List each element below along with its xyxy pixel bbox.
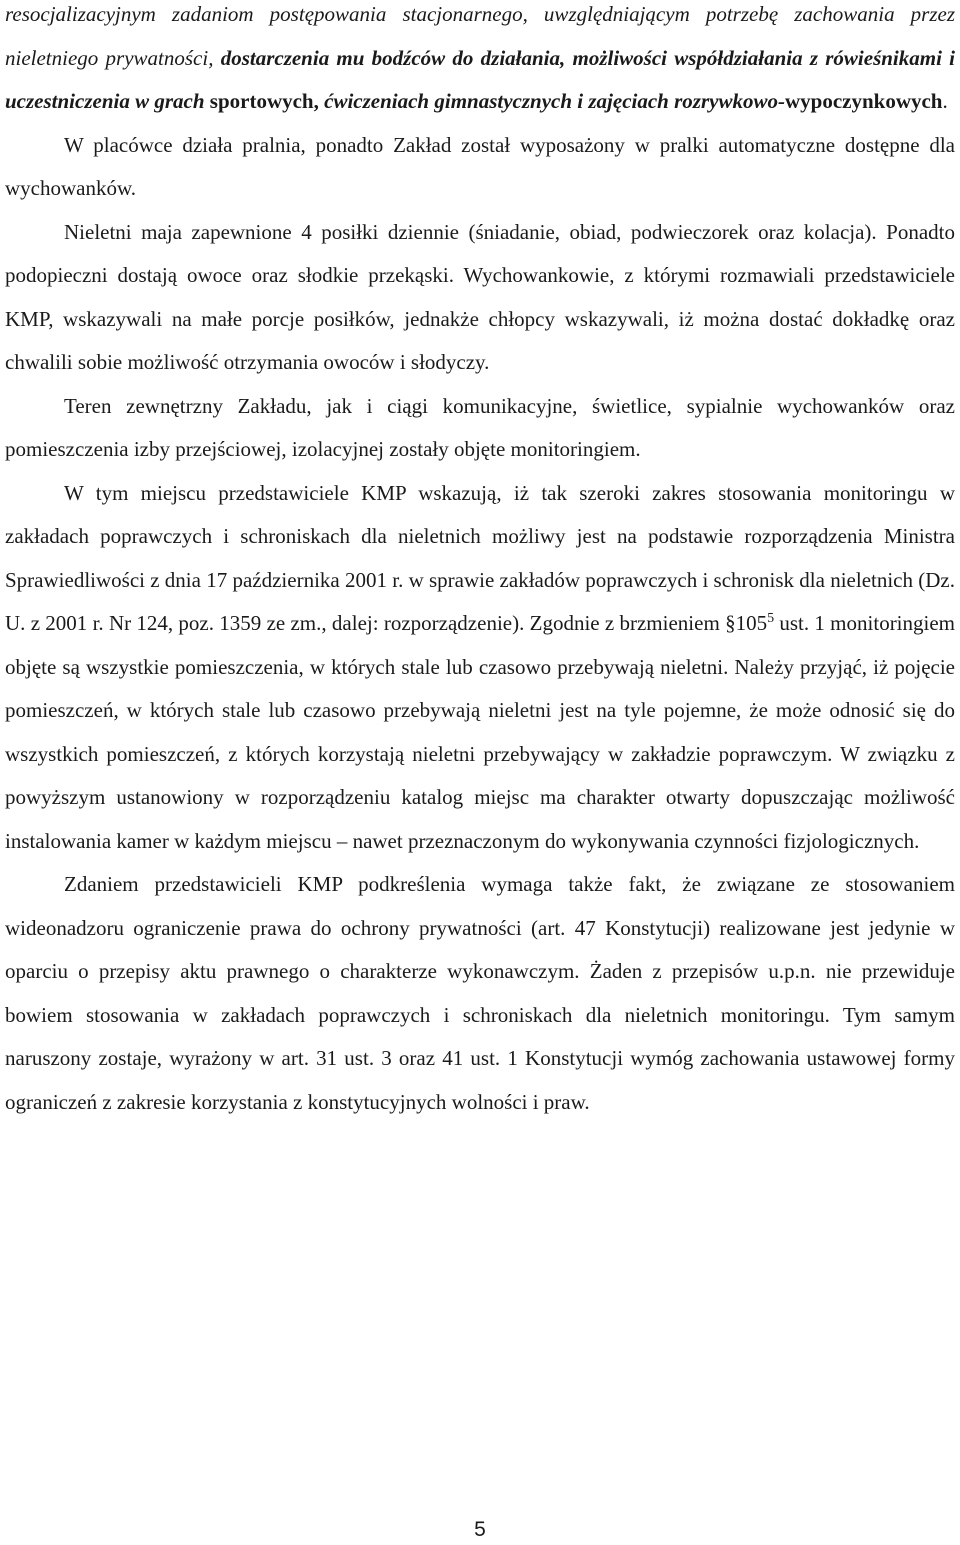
p1-bold-text-2: wypoczynkowych — [784, 89, 943, 113]
p1-bold-italic-text-3: rozrywkowo- — [674, 89, 785, 113]
document-page — [5, 0, 955, 1124]
p5-text-after: ust. 1 monitoringiem objęte są wszystkie pomieszczenia, w których stale lub czasowo przebywają nieletni. Należy przyjąć, iż pojęcie pomieszczeń, w których stale lub czasowo przebywają nieletni jest na tyle pojemne, że może odnosić się do wszystkich pomieszczeń, z których korzystają nieletni przebywający w zakładzie poprawczym. W związku z powyższym ustanowiony w rozporządzeniu katalog miejsc ma charakter otwarty dopuszczając możliwość instalowania kamer w każdym miejscu – nawet przeznaczonym do wykonywania czynności fizjologicznych. — [5, 611, 956, 853]
section-number: 105 — [735, 611, 768, 635]
p5-text-before: W tym miejscu przedstawiciele KMP wskazują, iż tak szeroki zakres stosowania monitoringu w zakładach poprawczych i schroniskach dla nieletnich możliwy jest na podstawie rozporządzenia Ministra Sprawiedliwości z dnia 17 października 2001 r. w sprawie zakładów poprawczych i schronisk dla nieletnich (Dz. U. z 2001 r. Nr 124, poz. 1359 ze zm., dalej: rozporządzenie). Zgodnie z brzmieniem — [5, 480, 955, 635]
p1-italic-text: resocjalizacyjnym zadaniom postępowania stacjonarnego, uwzględniającym potrzebę zachowania przez nieletniego prywatności, — [5, 2, 955, 70]
p1-period: . — [942, 89, 948, 113]
paragraph-1 — [5, 0, 955, 124]
section-symbol: § — [725, 611, 736, 635]
paragraph-3: Nieletni maja zapewnione 4 posiłki dziennie (śniadanie, obiad, podwieczorek oraz kolacja). Ponadto podopieczni dostają owoce oraz słodkie przekąski. Wychowankowie, z którymi rozmawiali przedstawiciele KMP, wskazywali na małe porcje posiłków, jednakże chłopcy wskazywali, iż można dostać dokładkę oraz chwalili sobie możliwość otrzymania owoców i słodyczy. — [5, 219, 955, 374]
section-superscript: 5 — [767, 611, 775, 626]
p1-bold-italic-text: dostarczenia mu bodźców do działania, możliwości współdziałania z rówieśnikami i uczestniczenia w grach — [5, 45, 955, 113]
paragraph-4: Teren zewnętrzny Zakładu, jak i ciągi komunikacyjne, świetlice, sypialnie wychowanków oraz pomieszczenia izby przejściowej, izolacyjnej zostały objęte monitoringiem. — [5, 393, 955, 461]
p1-bold-text: sportowych, — [204, 89, 325, 113]
paragraph-6: Zdaniem przedstawicieli KMP podkreślenia wymaga także fakt, że związane ze stosowaniem wideonadzoru ograniczenie prawa do ochrony prywatności (art. 47 Konstytucji) realizowane jest jedynie w oparciu o przepisy aktu prawnego o charakterze wykonawczym. Żaden z przepisów u.p.n. nie przewiduje bowiem stosowania w zakładach poprawczych i schroniskach dla nieletnich monitoringu. Tym samym naruszony zostaje, wyrażony w art. 31 ust. 3 oraz 41 ust. 1 Konstytucji wymóg zachowania ustawowej formy ograniczeń z zakresie korzystania z konstytucyjnych wolności i praw. — [5, 872, 955, 1114]
paragraph-5 — [5, 472, 955, 864]
page-number: 5 — [474, 1518, 486, 1541]
paragraph-2: W placówce działa pralnia, ponadto Zakład został wyposażony w pralki automatyczne dostępne dla wychowanków. — [5, 132, 955, 200]
p1-bold-italic-text-2: ćwiczeniach gimnastycznych i zajęciach — [324, 89, 675, 113]
